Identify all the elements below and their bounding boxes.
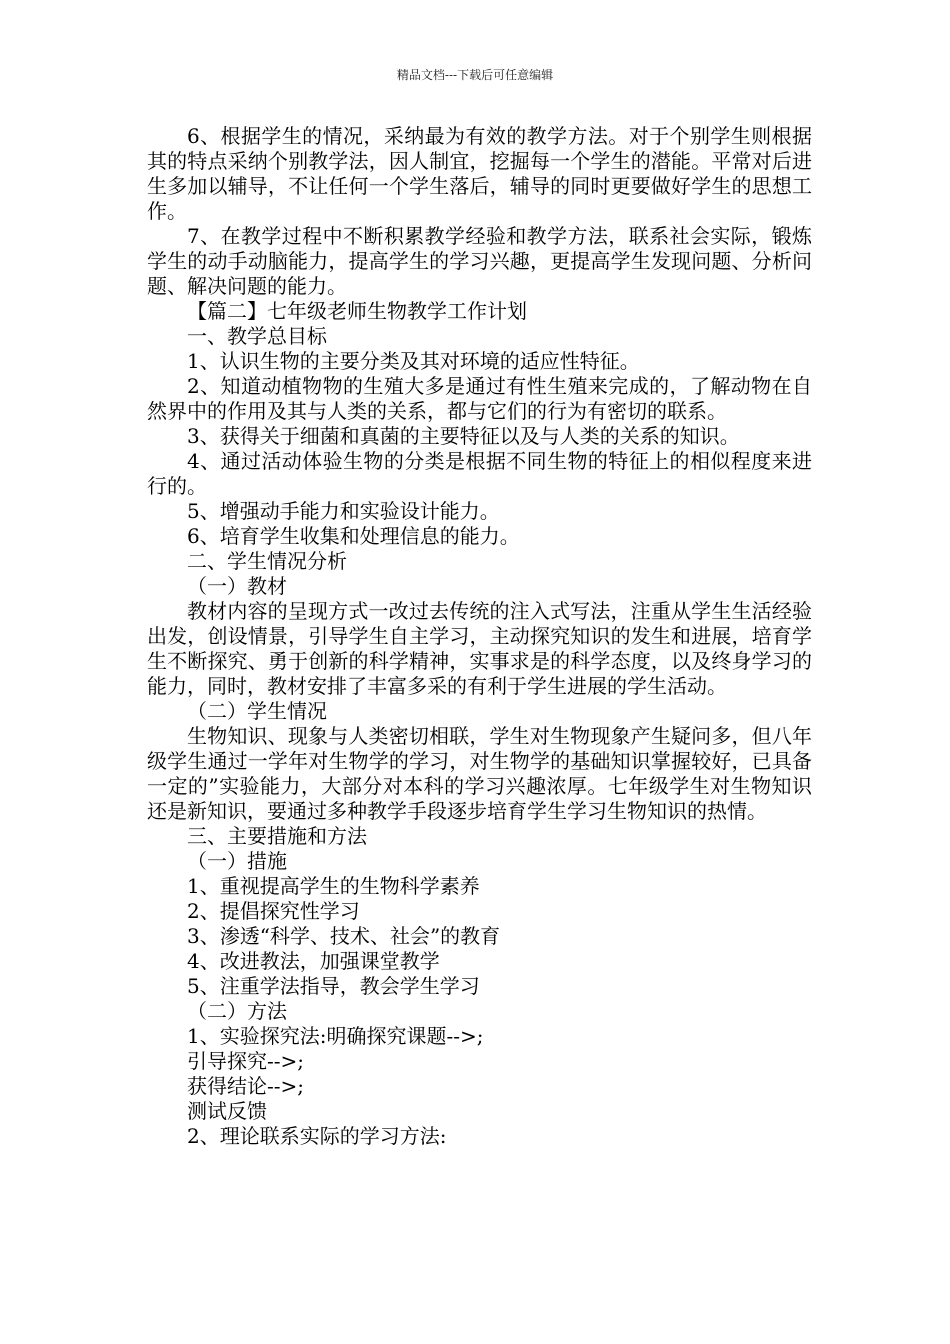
list-item: 2、理论联系实际的学习方法: <box>187 1124 447 1148</box>
list-item: 获得结论-->; <box>187 1074 305 1098</box>
list-item: 1、重视提高学生的生物科学素养 <box>187 874 480 898</box>
list-item: 3、获得关于细菌和真菌的主要特征以及与人类的关系的知识。 <box>187 424 740 448</box>
list-item: 3、渗透“科学、技术、社会”的教育 <box>187 924 501 948</box>
list-item: 测试反馈 <box>187 1099 267 1123</box>
paragraph: 教材内容的呈现方式一改过去传统的注入式写法，注重从学生生活经验出发，创设情景，引导学生自主学习，主动探究知识的发生和进展，培育学生不断探究、勇于创新的科学精神，实事求是的科学态度，以及终身学习的能力，同时，教材安排了丰富多采的有利于学生进展的学生活动。 <box>147 599 812 698</box>
subheading: （一）教材 <box>187 574 287 598</box>
heading: 三、主要措施和方法 <box>187 824 367 848</box>
subheading: （二）方法 <box>187 999 287 1023</box>
subheading: （一）措施 <box>187 849 287 873</box>
list-item: 1、实验探究法:明确探究课题-->; <box>187 1024 484 1048</box>
list-item: 4、通过活动体验生物的分类是根据不同生物的特征上的相似程度来进行的。 <box>147 449 812 498</box>
list-item: 5、注重学法指导，教会学生学习 <box>187 974 480 998</box>
list-item: 1、认识生物的主要分类及其对环境的适应性特征。 <box>187 349 640 373</box>
list-item: 引导探究-->; <box>187 1049 305 1073</box>
list-item: 2、提倡探究性学习 <box>187 899 360 923</box>
heading: 二、学生情况分析 <box>187 549 347 573</box>
section-title: 【篇二】七年级老师生物教学工作计划 <box>187 299 527 323</box>
page-header: 精品文档---下载后可任意编辑 <box>396 68 554 82</box>
paragraph: 7、在教学过程中不断积累教学经验和教学方法，联系社会实际，锻炼学生的动手动脑能力，提高学生的学习兴趣，更提高学生发现问题、分析问题、解决问题的能力。 <box>147 224 812 298</box>
list-item: 4、改进教法，加强课堂教学 <box>187 949 440 973</box>
list-item: 5、增强动手能力和实验设计能力。 <box>187 499 500 523</box>
paragraph: 6、根据学生的情况，采纳最为有效的教学方法。对于个别学生则根据其的特点采纳个别教学法，因人制宜，挖掘每一个学生的潜能。平常对后进生多加以辅导，不让任何一个学生落后，辅导的同时更要做好学生的思想工作。 <box>147 124 812 223</box>
heading: 一、教学总目标 <box>187 324 327 348</box>
document-body <box>147 124 812 1149</box>
paragraph: 生物知识、现象与人类密切相联，学生对生物现象产生疑问多，但八年级学生通过一学年对生物学的学习，对生物学的基础知识掌握较好，已具备一定的”实验能力，大部分对本科的学习兴趣浓厚。七年级学生对生物知识还是新知识，要通过多种教学手段逐步培育学生学习生物知识的热情。 <box>147 724 812 823</box>
list-item: 6、培育学生收集和处理信息的能力。 <box>187 524 520 548</box>
subheading: （二）学生情况 <box>187 699 327 723</box>
list-item: 2、知道动植物物的生殖大多是通过有性生殖来完成的，了解动物在自然界中的作用及其与人类的关系，都与它们的行为有密切的联系。 <box>147 374 812 423</box>
